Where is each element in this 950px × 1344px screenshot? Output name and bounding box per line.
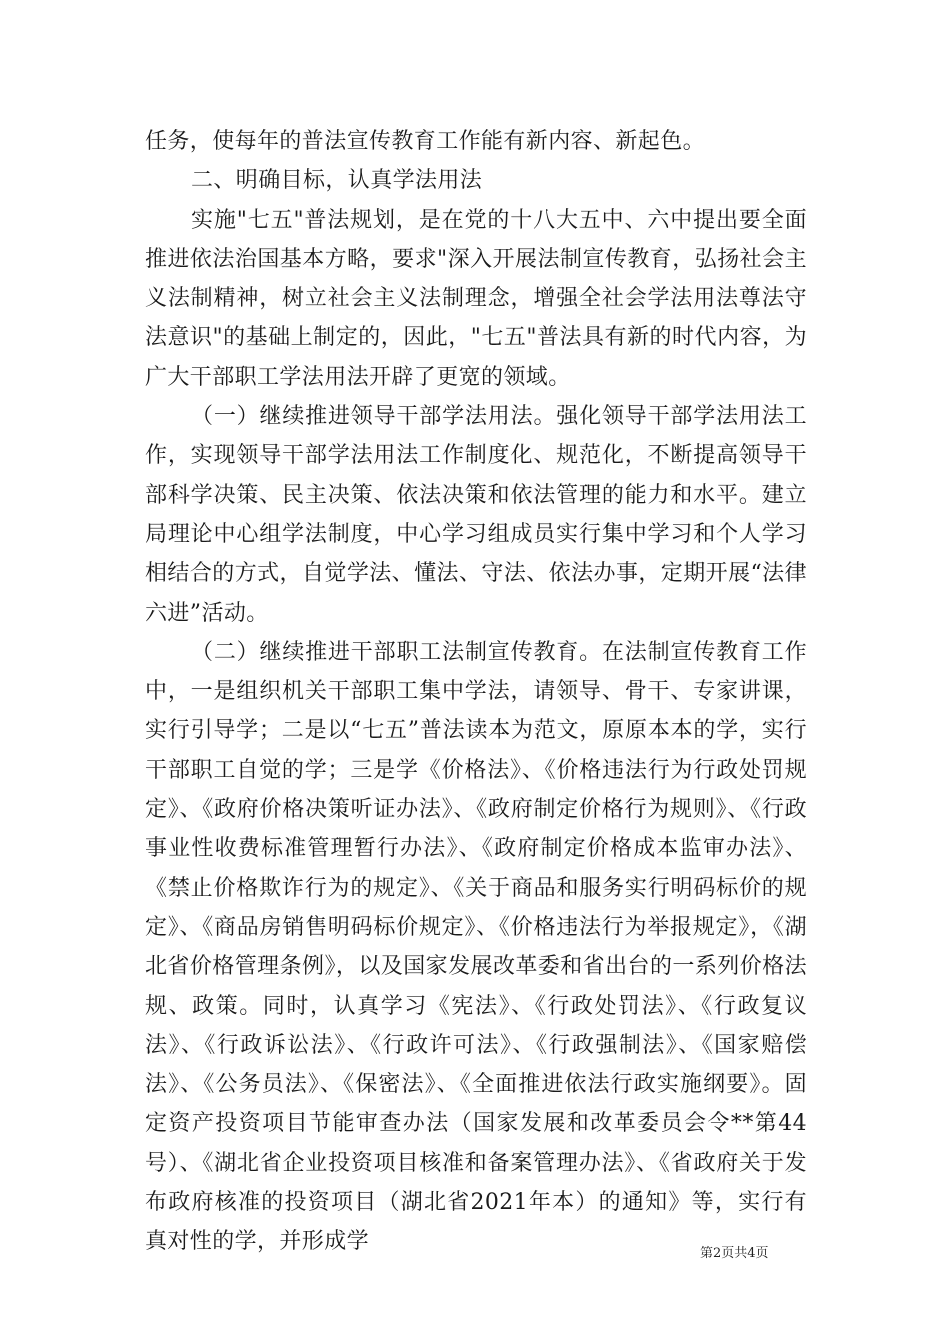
paragraph-intro: 实施"七五"普法规划，是在党的十八大五中、六中提出要全面推进依法治国基本方略，要求"深入开展法制宣传教育，弘扬社会主义法制精神，树立社会主义法制理念，增强全社会学法用法尊法守法意识"的基础上制定的，因此，"七五"普法具有新的时代内容，为广大干部职工学法用法开辟了更宽的领域。 (145, 207, 807, 390)
page-number: 第2页共4页 (700, 1246, 769, 1261)
paragraph-continuation: 任务，使每年的普法宣传教育工作能有新内容、新起色。 (145, 129, 706, 154)
section-heading: 二、明确目标，认真学法用法 (191, 168, 483, 194)
paragraph-item-2: （二）继续推进干部职工法制宣传教育。在法制宣传教育工作中，一是组织机关干部职工集中学法，请领导、骨干、专家讲课，实行引导学；二是以“七五”普法读本为范文，原原本本的学，实行干部职工自觉的学；三是学《价格法》、《价格违法行为行政处罚规定》、《政府价格决策听证办法》、《政府制定价格行为规则》、《行政事业性收费标准管理暂行办法》、《政府制定价格成本监审办法》、《禁止价格欺诈行为的规定》、《关于商品和服务实行明码标价的规定》、《商品房销售明码标价规定》、《价格违法行为举报规定》，《湖北省价格管理条例》，以及国家发展改革委和省出台的一系列价格法规、政策。同时，认真学习《宪法》、《行政处罚法》、《行政复议法》、《行政诉讼法》、《行政许可法》、《行政强制法》、《国家赔偿法》、《公务员法》、《保密法》、《全面推进依法行政实施纲要》。固定资产投资项目节能审查办法（国家发展和改革委员会令**第44号）、《湖北省企业投资项目核准和备案管理办法》、《省政府关于发布政府核准的投资项目（湖北省2021年本）的通知》等，实行有真对性的学，并形成学 (145, 639, 807, 1255)
document-body (145, 122, 807, 1262)
paragraph-item-1: （一）继续推进领导干部学法用法。强化领导干部学法用法工作，实现领导干部学法用法工作制度化、规范化，不断提高领导干部科学决策、民主决策、依法决策和依法管理的能力和水平。建立局理论中心组学法制度，中心学习组成员实行集中学习和个人学习相结合的方式，自觉学法、懂法、守法、依法办事，定期开展“法律六进”活动。 (145, 404, 807, 626)
